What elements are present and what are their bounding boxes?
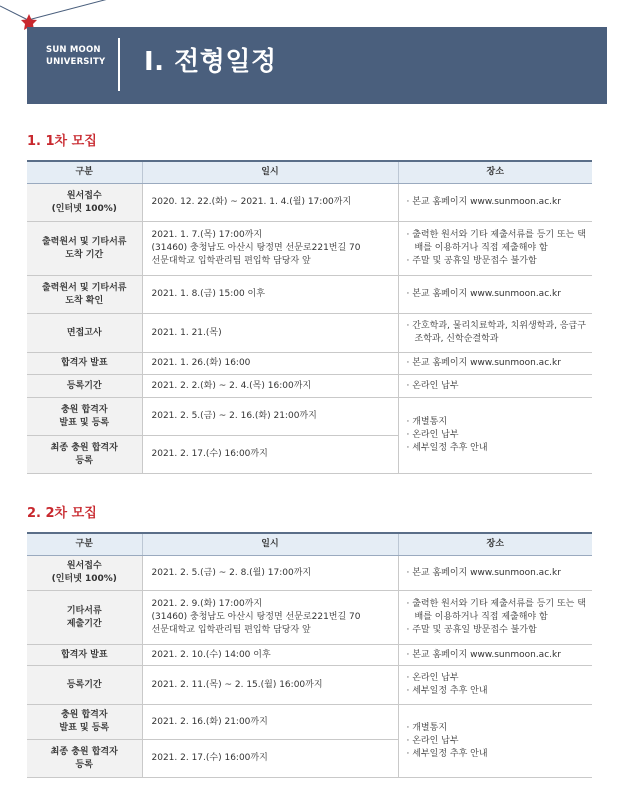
date-text: 2021. 2. 17.(수) 16:00까지 bbox=[151, 753, 268, 763]
table-row bbox=[27, 375, 592, 398]
date-text: 2021. 2. 10.(수) 14:00 이후 bbox=[151, 649, 271, 660]
category-text: 충원 합격자 bbox=[60, 710, 108, 720]
address-text: (31460) 충청남도 아산시 탕정면 선문로221번길 70 bbox=[151, 243, 361, 253]
place-text: · 개별통지 bbox=[407, 722, 593, 735]
column-header: 장소 bbox=[398, 533, 592, 556]
univ-line-2: UNIVERSITY bbox=[46, 57, 106, 67]
schedule-table-round1 bbox=[27, 160, 592, 474]
table-header-row bbox=[27, 161, 592, 184]
place-cell bbox=[398, 375, 592, 398]
place-cell bbox=[398, 666, 592, 705]
place-text: · 세부일정 추후 안내 bbox=[407, 685, 593, 698]
place-cell bbox=[398, 353, 592, 375]
date-cell bbox=[142, 398, 398, 436]
category-cell bbox=[27, 222, 142, 276]
category-cell bbox=[27, 314, 142, 353]
date-text: 2020. 12. 22.(화) ~ 2021. 1. 4.(월) 17:00까지 bbox=[151, 197, 352, 207]
category-text: 등록 bbox=[75, 759, 93, 770]
place-cell bbox=[398, 705, 592, 778]
category-text: 충원 합격자 bbox=[60, 404, 108, 415]
table-row bbox=[27, 184, 592, 222]
place-cell bbox=[398, 222, 592, 276]
category-cell bbox=[27, 276, 142, 314]
place-text: · 주말 및 공휴일 방문접수 불가함 bbox=[407, 255, 593, 268]
category-text: 원서접수 bbox=[66, 190, 102, 201]
table-row bbox=[27, 314, 592, 353]
category-text: 등록 bbox=[75, 455, 93, 466]
address-text: 선문대학교 입학관리팀 편입학 담당자 앞 bbox=[151, 625, 311, 635]
date-cell bbox=[142, 666, 398, 705]
column-header: 구분 bbox=[27, 161, 142, 184]
place-text: · 온라인 납부 bbox=[407, 380, 593, 393]
column-header: 장소 bbox=[398, 161, 592, 184]
category-text: 원서접수 bbox=[66, 561, 102, 571]
place-text: · 본교 홈페이지 www.sunmoon.ac.kr bbox=[407, 288, 593, 301]
place-cell bbox=[398, 556, 592, 591]
date-cell bbox=[142, 222, 398, 276]
date-cell bbox=[142, 353, 398, 375]
category-text: 등록기간 bbox=[66, 380, 102, 391]
place-text: · 본교 홈페이지 www.sunmoon.ac.kr bbox=[407, 196, 593, 209]
date-text: 2021. 1. 8.(금) 15:00 이후 bbox=[151, 289, 265, 299]
schedule-table-round2 bbox=[27, 532, 592, 778]
place-text: · 간호학과, 물리치료학과, 치위생학과, 응급구조학과, 신학순결학과 bbox=[407, 320, 593, 346]
place-text: · 세부일정 추후 안내 bbox=[407, 748, 593, 761]
date-text: 2021. 1. 7.(목) 17:00까지 bbox=[151, 230, 263, 240]
date-text: 2021. 2. 2.(화) ~ 2. 4.(목) 16:00까지 bbox=[151, 380, 312, 391]
category-cell bbox=[27, 184, 142, 222]
category-text: (인터넷 100%) bbox=[51, 574, 117, 584]
date-cell bbox=[142, 705, 398, 740]
date-text: 2021. 2. 5.(금) ~ 2. 16.(화) 21:00까지 bbox=[151, 411, 317, 421]
place-cell bbox=[398, 591, 592, 645]
category-cell bbox=[27, 666, 142, 705]
date-cell bbox=[142, 645, 398, 666]
date-text: 2021. 1. 26.(화) 16:00 bbox=[151, 358, 251, 368]
date-cell bbox=[142, 436, 398, 474]
category-cell bbox=[27, 353, 142, 375]
category-text: 기타서류 bbox=[66, 605, 102, 616]
section-title-round2: 2. 2차 모집 bbox=[27, 506, 97, 521]
address-text: (31460) 충청남도 아산시 탕정면 선문로221번길 70 bbox=[151, 612, 361, 622]
place-text: · 온라인 납부 bbox=[407, 735, 593, 748]
category-cell bbox=[27, 591, 142, 645]
header-banner bbox=[27, 27, 607, 104]
date-cell bbox=[142, 314, 398, 353]
place-text: · 세부일정 추후 안내 bbox=[407, 442, 593, 455]
date-cell bbox=[142, 184, 398, 222]
category-text: (인터넷 100%) bbox=[51, 203, 117, 214]
category-text: 발표 및 등록 bbox=[59, 417, 110, 428]
category-cell bbox=[27, 436, 142, 474]
category-cell bbox=[27, 740, 142, 778]
place-cell bbox=[398, 276, 592, 314]
place-cell bbox=[398, 645, 592, 666]
place-text: · 온라인 납부 bbox=[407, 429, 593, 442]
place-cell bbox=[398, 314, 592, 353]
table-row bbox=[27, 591, 592, 645]
date-text: 2021. 2. 17.(수) 16:00까지 bbox=[151, 449, 268, 459]
univ-line-1: SUN MOON bbox=[46, 45, 101, 55]
date-cell bbox=[142, 740, 398, 778]
table-row bbox=[27, 705, 592, 740]
category-text: 출력원서 및 기타서류 bbox=[41, 282, 127, 293]
category-text: 등록기간 bbox=[66, 679, 102, 690]
place-text: · 온라인 납부 bbox=[407, 672, 593, 685]
table-row bbox=[27, 398, 592, 436]
category-text: 합격자 발표 bbox=[60, 649, 108, 660]
table-row bbox=[27, 666, 592, 705]
place-text: · 출력한 원서와 기타 제출서류를 등기 또는 택배를 이용하거나 직접 제출해야 함 bbox=[407, 598, 593, 624]
place-cell bbox=[398, 398, 592, 474]
date-text: 2021. 2. 9.(화) 17:00까지 bbox=[151, 599, 263, 609]
category-cell bbox=[27, 645, 142, 666]
date-cell bbox=[142, 591, 398, 645]
address-text: 선문대학교 입학관리팀 편입학 담당자 앞 bbox=[151, 256, 311, 266]
table-row bbox=[27, 353, 592, 375]
column-header: 일시 bbox=[142, 161, 398, 184]
section-title-round1: 1. 1차 모집 bbox=[27, 134, 97, 149]
table-row bbox=[27, 276, 592, 314]
place-text: · 본교 홈페이지 www.sunmoon.ac.kr bbox=[407, 567, 593, 580]
category-text: 면접고사 bbox=[66, 327, 102, 338]
date-text: 2021. 1. 21.(목) bbox=[151, 327, 222, 338]
date-text: 2021. 2. 11.(목) ~ 2. 15.(월) 16:00까지 bbox=[151, 679, 323, 690]
category-text: 최종 충원 합격자 bbox=[50, 746, 118, 757]
university-logo-text bbox=[46, 44, 105, 68]
category-text: 도착 확인 bbox=[65, 295, 104, 306]
date-text: 2021. 2. 16.(화) 21:00까지 bbox=[151, 716, 268, 727]
column-header: 구분 bbox=[27, 533, 142, 556]
table-header-row bbox=[27, 533, 592, 556]
header-divider bbox=[118, 38, 120, 91]
page-title: I. 전형일정 bbox=[144, 47, 277, 77]
place-text: · 본교 홈페이지 www.sunmoon.ac.kr bbox=[407, 649, 593, 662]
category-cell bbox=[27, 556, 142, 591]
table-row bbox=[27, 556, 592, 591]
place-cell bbox=[398, 184, 592, 222]
category-text: 합격자 발표 bbox=[60, 358, 108, 368]
place-text: · 본교 홈페이지 www.sunmoon.ac.kr bbox=[407, 357, 593, 370]
table-row bbox=[27, 222, 592, 276]
category-text: 발표 및 등록 bbox=[59, 723, 110, 733]
category-text: 도착 기간 bbox=[65, 249, 104, 260]
category-cell bbox=[27, 705, 142, 740]
category-text: 출력원서 및 기타서류 bbox=[41, 236, 127, 247]
place-text: · 출력한 원서와 기타 제출서류를 등기 또는 택배를 이용하거나 직접 제출해야 함 bbox=[407, 229, 593, 255]
date-text: 2021. 2. 5.(금) ~ 2. 8.(월) 17:00까지 bbox=[151, 567, 312, 578]
column-header: 일시 bbox=[142, 533, 398, 556]
place-text: · 개별통지 bbox=[407, 416, 593, 429]
category-text: 제출기간 bbox=[66, 618, 102, 629]
category-cell bbox=[27, 398, 142, 436]
date-cell bbox=[142, 375, 398, 398]
place-text: · 주말 및 공휴일 방문접수 불가함 bbox=[407, 624, 593, 637]
date-cell bbox=[142, 556, 398, 591]
date-cell bbox=[142, 276, 398, 314]
category-text: 최종 충원 합격자 bbox=[50, 442, 118, 453]
category-cell bbox=[27, 375, 142, 398]
table-row bbox=[27, 645, 592, 666]
